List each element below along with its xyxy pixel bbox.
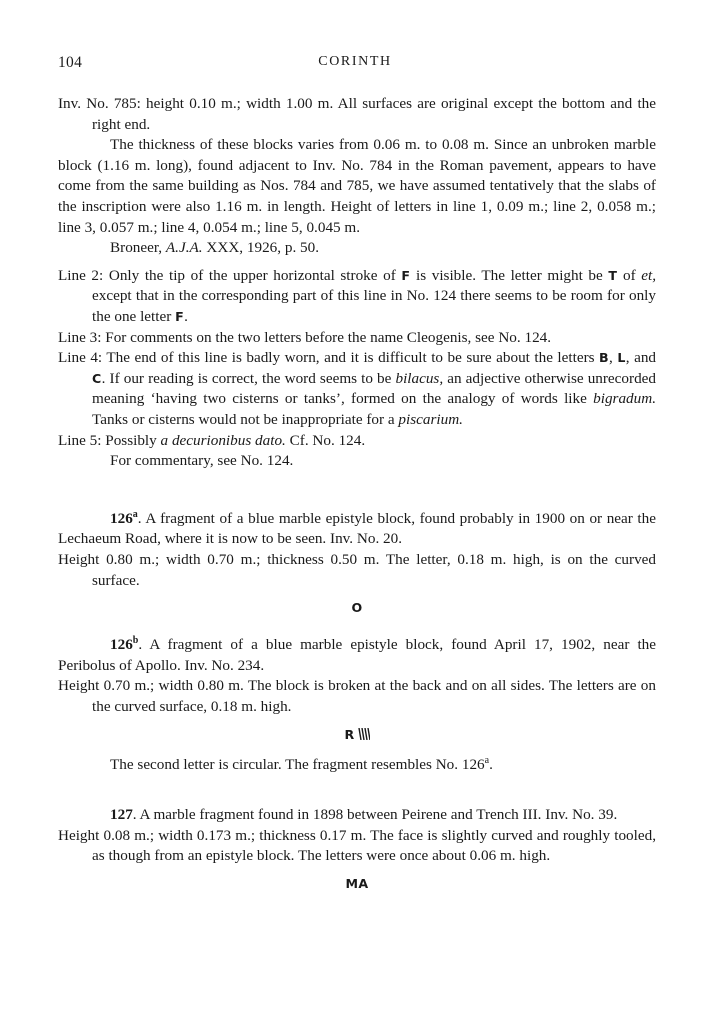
note-superscript: a (484, 754, 490, 766)
letter-glyph: F (175, 308, 185, 324)
broken-letter-hatch-icon (358, 728, 370, 740)
note-text: For comments on the two letters before the name Cleogenis, see No. 124. (101, 328, 552, 346)
inv-785-text: height 0.10 m.; width 1.00 m. All surfaces are original except the bottom and the right end. (92, 95, 656, 133)
note-text: except that in the corresponding part of this line in No. 124 there seems to be room for only the one letter (92, 287, 656, 325)
entry-description: . A fragment of a blue marble epistyle block, found April 17, 1902, near the Peribolus of Apollo. Inv. No. 234. (58, 636, 656, 674)
note-text: is visible. The letter might be (410, 266, 609, 284)
note-text: , (609, 349, 618, 367)
latin-word: et, (641, 266, 656, 284)
commentary-reference: For commentary, see No. 124. (110, 452, 294, 470)
letter-glyph: L (617, 350, 626, 366)
broneer-reference (58, 238, 656, 259)
note-label: Line 5: (58, 431, 102, 449)
page-header (58, 54, 652, 76)
note-line-2 (58, 266, 656, 328)
entry-description: . A fragment of a blue marble epistyle block, found probably in 1900 on or near the Lechaeum Road, where it is now to be seen. Inv. No. 20. (58, 509, 656, 548)
entry-126a-inscription (58, 598, 656, 618)
entry-127-dimensions: Height 0.08 m.; width 0.173 m.; thickness 0.17 m. The face is slightly curved and roughly tooled, as though from an epistyle block. The letters were once about 0.06 m. high. (58, 826, 656, 865)
inscription-letters: R (344, 726, 355, 742)
note-text: . (489, 755, 493, 773)
note-line-5 (58, 431, 656, 452)
note-text: of (617, 266, 642, 284)
inscription-letters: O (351, 600, 363, 616)
page-body (58, 94, 656, 900)
entry-126b-inscription (58, 725, 656, 745)
latin-word: bigradum. (593, 390, 656, 408)
letter-glyph: T (608, 267, 618, 283)
entry-description: . A marble fragment found in 1898 between Peirene and Trench III. Inv. No. 39. (132, 806, 618, 824)
note-label: Line 4: (58, 349, 103, 367)
letter-glyph: F (401, 267, 411, 283)
latin-phrase: a decurionibus dato. (160, 431, 286, 449)
entry-127-heading (58, 805, 656, 826)
note-label: Line 2: (58, 266, 104, 284)
letter-glyph: C (92, 370, 102, 386)
page-number: 104 (58, 54, 83, 71)
inv-785-label: Inv. No. 785: (58, 95, 141, 112)
note-label: Line 3: (58, 328, 102, 346)
reference-details: XXX, 1926, p. 50. (202, 239, 320, 257)
entry-126a-dimensions: Height 0.80 m.; width 0.70 m.; thickness 0.50 m. The letter, 0.18 m. high, is on the curved surface. (58, 550, 656, 589)
note-line-4 (58, 348, 656, 430)
reference-journal: A.J.A. (165, 239, 203, 257)
entry-126b-note (58, 751, 656, 776)
note-text: . If our reading is correct, the word seems to be (101, 369, 396, 387)
note-line-3 (58, 328, 656, 349)
entry-126b-dimensions: Height 0.70 m.; width 0.80 m. The block is broken at the back and on all sides. The letters are on the curved surface, 0.18 m. high. (58, 677, 656, 715)
entry-126b-heading (58, 631, 656, 676)
inscription-letters: MA (345, 876, 369, 891)
letter-glyph: B (599, 350, 610, 366)
inv-785-paragraph (58, 94, 656, 135)
note-text: Tanks or cisterns would not be inappropriate for a (92, 410, 399, 428)
note-text: . (184, 307, 188, 325)
entry-127-inscription (58, 874, 656, 894)
entry-number: 126$^a$ (110, 508, 138, 527)
running-title: CORINTH (318, 54, 392, 69)
note-text: , and (625, 349, 657, 367)
note-text: Cf. No. 124. (285, 431, 366, 449)
entry-number: 126$^b$ (110, 635, 139, 654)
latin-word: piscarium. (398, 410, 463, 428)
reference-author: Broneer, (110, 239, 166, 257)
note-text: an adjective otherwise unrecorded meaning ‘having two cisterns or tanks’, formed on the analogy of words like (92, 369, 656, 408)
latin-word: bilacus, (395, 369, 444, 387)
thickness-paragraph: The thickness of these blocks varies from 0.06 m. to 0.08 m. Since an unbroken marble block (1.16 m. long), found adjacent to Inv. No. 784 in the Roman pavement, appears to have come from the same building as Nos. 784 and 785, we have assumed tentatively that the slabs of the inscription were also 1.16 m. in length. Height of letters in line 1, 0.09 m.; line 2, 0.058 m.; line 3, 0.057 m.; line 4, 0.054 m.; line 5, 0.045 m. (58, 136, 656, 236)
entry-number: 127 (110, 806, 133, 824)
note-text: Only the tip of the upper horizontal stroke of (103, 266, 402, 284)
note-text: Possibly (101, 431, 161, 449)
entry-126a-heading (58, 505, 656, 550)
note-text: The second letter is circular. The fragment resembles No. 126 (110, 755, 485, 773)
note-text: The end of this line is badly worn, and it is difficult to be sure about the letters (102, 349, 600, 367)
